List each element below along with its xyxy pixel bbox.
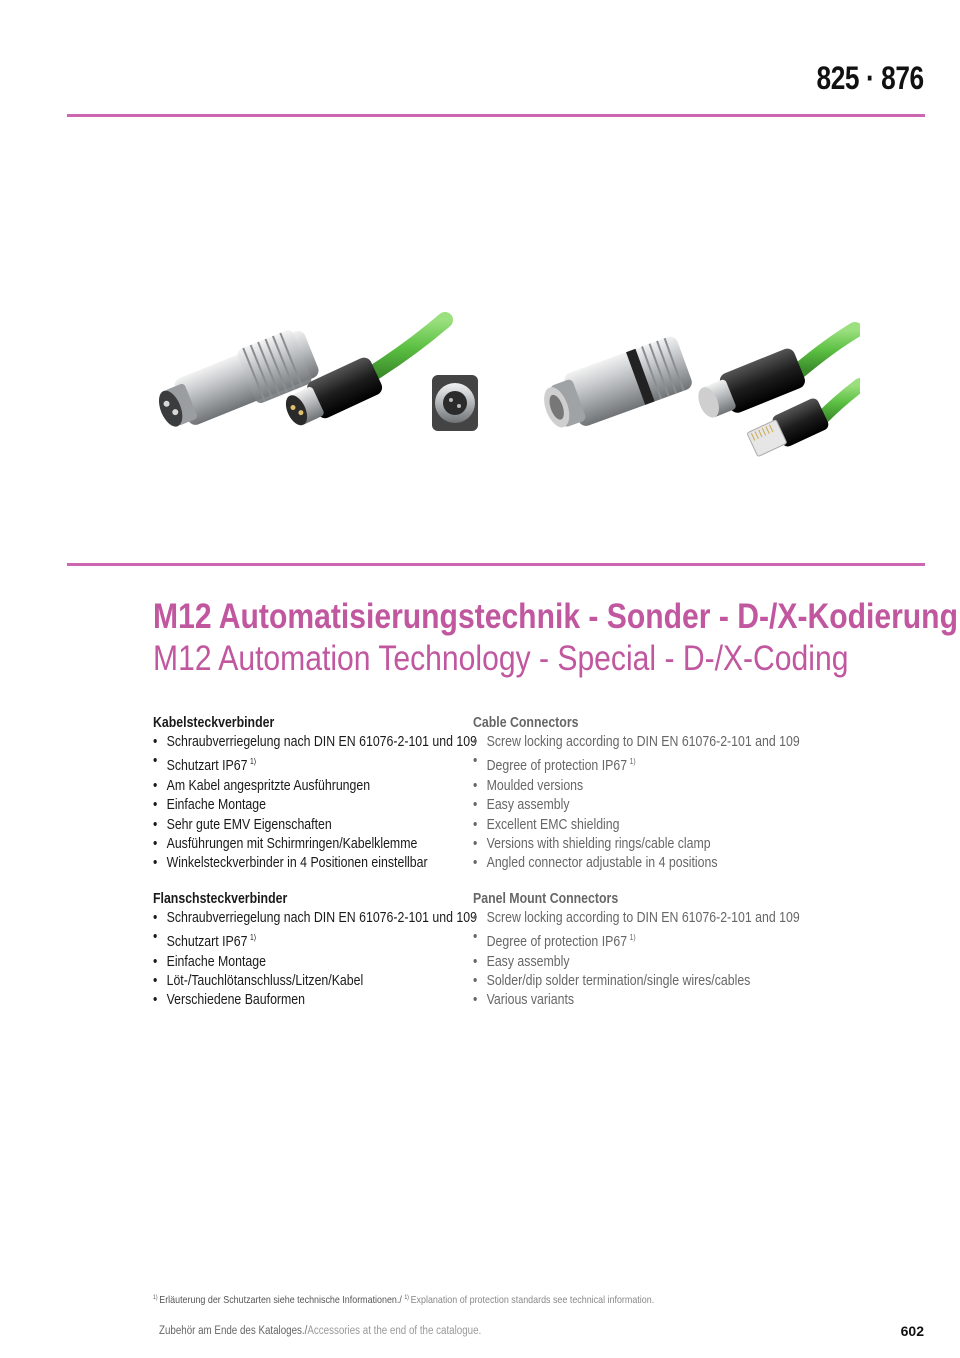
list-item: • Einfache Montage — [153, 953, 434, 972]
list-item: • Schutzart IP67 $^{1)}$ — [153, 752, 434, 776]
footnote-marker: 1) — [249, 757, 257, 767]
section-heading: Panel Mount Connectors — [473, 890, 619, 907]
list-item: • Schutzart IP67 $^{1)}$ — [153, 928, 434, 952]
list-item: • Various variants — [473, 991, 754, 1010]
list-item: • Excellent EMC shielding — [473, 816, 754, 835]
title-block — [153, 596, 958, 680]
middle-divider — [67, 563, 925, 566]
list-item: • Verschiedene Bauformen — [153, 991, 434, 1010]
list-item: • Winkelsteckverbinder in 4 Positionen einstellbar — [153, 854, 434, 873]
product-photo — [140, 290, 860, 490]
feature-list — [473, 733, 803, 874]
footnote-marker: 1) — [629, 933, 636, 943]
list-item: • Schraubverriegelung nach DIN EN 61076-2-101 und 109 — [153, 909, 434, 928]
footnote-marker: 1) — [249, 933, 257, 943]
list-item: • Easy assembly — [473, 953, 754, 972]
top-divider — [67, 114, 925, 117]
list-item: • Screw locking according to DIN EN 61076-2-101 and 109 — [473, 909, 754, 928]
feature-list — [473, 909, 803, 1011]
footnote-marker: 1) — [153, 1295, 158, 1301]
feature-list — [153, 909, 483, 1011]
list-item: • Degree of protection IP67 $^{1)}$ — [473, 928, 754, 952]
list-item: • Am Kabel angespritzte Ausführungen — [153, 777, 434, 796]
features-column-en — [473, 714, 803, 1027]
features-column-de — [153, 714, 483, 1027]
page-title-de: M12 Automatisierungstechnik - Sonder - D-/X-Kodierung — [153, 597, 958, 636]
panel-connectors-section-de — [153, 890, 483, 1011]
list-item: • Solder/dip solder termination/single wires/cables — [473, 972, 754, 991]
panel-connectors-section-en — [473, 890, 803, 1011]
list-item: • Versions with shielding rings/cable clamp — [473, 835, 754, 854]
section-heading: Cable Connectors — [473, 715, 579, 731]
list-item: • Screw locking according to DIN EN 61076-2-101 and 109 — [473, 733, 754, 752]
page-number: 602 — [900, 1323, 924, 1339]
panel-mount-connector-image — [432, 375, 478, 431]
page-title-en: M12 Automation Technology - Special - D-/X-Coding — [153, 639, 849, 678]
section-heading: Kabelsteckverbinder — [153, 715, 275, 731]
section-heading: Flanschsteckverbinder — [153, 890, 288, 907]
accessories-note-de: Zubehör am Ende des Kataloges./ — [159, 1325, 308, 1337]
metal-female-connector-image — [537, 334, 694, 437]
footnote-en: Explanation of protection standards see technical information. — [410, 1294, 655, 1306]
list-item: • Sehr gute EMV Eigenschaften — [153, 816, 434, 835]
cable-connectors-section-en — [473, 714, 803, 874]
list-item: • Ausführungen mit Schirmringen/Kabelklemme — [153, 835, 434, 854]
footnote-marker: 1) — [629, 757, 636, 767]
list-item: • Easy assembly — [473, 796, 754, 815]
footnote-de: Erläuterung der Schutzarten siehe technische Informationen./ — [159, 1294, 402, 1306]
series-code: 825 · 876 — [816, 60, 924, 96]
list-item: • Degree of protection IP67 $^{1)}$ — [473, 752, 754, 776]
accessories-note-en: Accessories at the end of the catalogue. — [307, 1325, 482, 1337]
accessories-note — [159, 1325, 481, 1337]
list-item: • Schraubverriegelung nach DIN EN 61076-2-101 und 109 — [153, 733, 434, 752]
cable-connectors-section-de — [153, 714, 483, 874]
footnote-marker: 1) — [404, 1295, 409, 1301]
list-item: • Moulded versions — [473, 777, 754, 796]
footnote — [153, 1294, 654, 1306]
list-item: • Angled connector adjustable in 4 positions — [473, 854, 754, 873]
rj45-cable-assembly-image — [692, 330, 860, 460]
feature-list — [153, 733, 483, 874]
list-item: • Einfache Montage — [153, 796, 434, 815]
list-item: • Löt-/Tauchlötanschluss/Litzen/Kabel — [153, 972, 434, 991]
